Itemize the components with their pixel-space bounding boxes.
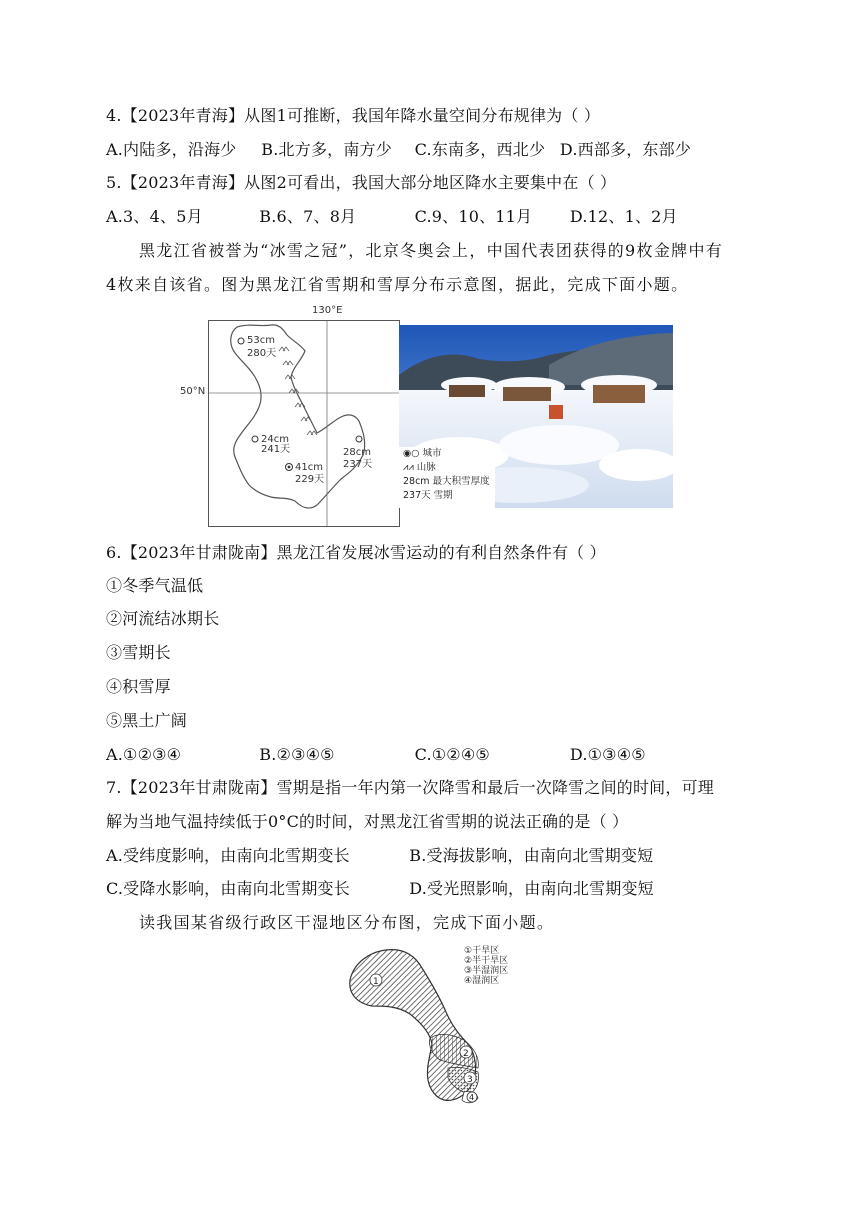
q5-option-a: A.3、4、5月 <box>106 207 203 226</box>
city-marker <box>356 436 362 442</box>
station-days: 241天 <box>261 444 291 455</box>
legend-depth-label: 最大积雪厚度 <box>432 476 490 487</box>
q7-options-row2 <box>106 878 654 900</box>
q4-option-a: A.内陆多，沿海少 <box>106 140 237 159</box>
legend-mountain-row <box>399 461 495 475</box>
legend-semi-humid: ③半湿润区 <box>464 966 509 976</box>
legend-depth-sample: 28cm <box>403 476 430 487</box>
station-depth: 28cm <box>343 447 371 458</box>
station-depth: 41cm <box>295 462 323 473</box>
q4-options <box>106 139 691 161</box>
map-legend <box>399 447 495 508</box>
q7-options-row1 <box>106 845 653 867</box>
q5-option-d: D.12、1、2月 <box>569 207 678 226</box>
station-depth: 24cm <box>261 434 289 445</box>
legend-days-sample: 237天 <box>403 490 431 501</box>
q7-stem-line1: 7.【2023年甘肃陇南】雪期是指一年内第一次降雪和最后一次降雪之间的时间，可理 <box>106 778 714 797</box>
q6-stem: 6.【2023年甘肃陇南】黑龙江省发展冰雪运动的有利自然条件有（ ） <box>106 543 606 562</box>
legend-humid: ④湿润区 <box>464 976 500 986</box>
legend-city-row <box>399 447 495 461</box>
station-depth: 53cm <box>247 335 275 346</box>
region-number: 3 <box>467 1075 473 1085</box>
q7-stem-line2: 解为当地气温持续低于0°C的时间，对黑龙江省雪期的说法正确的是（ ） <box>106 812 629 831</box>
city-marker <box>238 338 244 344</box>
q6-item-2: ②河流结冰期长 <box>106 609 220 628</box>
station-days: 237天 <box>343 459 373 470</box>
city-legend-icon: ◉○ <box>403 448 423 459</box>
station-days: 280天 <box>247 348 277 359</box>
province-outline-svg <box>209 321 399 526</box>
snow-village-photo <box>399 325 673 508</box>
dry-wet-legend <box>464 946 508 986</box>
latitude-label: 50°N <box>180 386 206 397</box>
longitude-label: 130°E <box>312 305 343 316</box>
intro1-line1: 黑龙江省被誉为“冰雪之冠”，北京冬奥会上，中国代表团获得的9枚金牌中有 <box>139 241 724 260</box>
q5-stem: 5.【2023年青海】从图2可看出，我国大部分地区降水主要集中在（ ） <box>106 173 617 192</box>
intro1-line2: 4枚来自该省。图为黑龙江省雪期和雪厚分布示意图，据此，完成下面小题。 <box>106 275 689 294</box>
legend-depth-row <box>399 475 495 489</box>
q6-option-b: B.②③④⑤ <box>259 745 335 764</box>
q4-stem: 4.【2023年青海】从图1可推断，我国年降水量空间分布规律为（ ） <box>106 106 601 125</box>
region-number: 1 <box>373 977 379 987</box>
legend-arid: ①干旱区 <box>464 946 500 956</box>
legend-mountain-label: 山脉 <box>416 462 436 473</box>
city-marker <box>252 436 258 442</box>
q6-option-d: D.①③④⑤ <box>569 745 646 764</box>
legend-days-label: 雪期 <box>433 490 453 501</box>
legend-semi-arid: ②半干旱区 <box>464 956 509 966</box>
q6-item-4: ④积雪厚 <box>106 677 171 696</box>
q6-option-a: A.①②③④ <box>106 745 182 764</box>
intro2-text: 读我国某省级行政区干湿地区分布图，完成下面小题。 <box>139 913 555 932</box>
mountain-legend-icon: ⩘⩘ <box>403 462 417 473</box>
q7-option-b: B.受海拔影响，由南向北雪期变短 <box>409 846 654 865</box>
q5-option-c: C.9、10、11月 <box>414 207 533 226</box>
q4-option-c: C.东南多，西北少 <box>414 140 546 159</box>
q6-item-1: ①冬季气温低 <box>106 576 204 595</box>
q7-option-c: C.受降水影响，由南向北雪期变长 <box>106 879 350 898</box>
q6-item-3: ③雪期长 <box>106 643 171 662</box>
legend-city-label: 城市 <box>422 448 442 459</box>
heilongjiang-snow-map <box>208 320 400 527</box>
capital-marker-dot <box>288 466 291 469</box>
q7-option-a: A.受纬度影响，由南向北雪期变长 <box>106 846 350 865</box>
province-dry-wet-map <box>340 940 530 1110</box>
legend-days-row <box>399 489 495 503</box>
station-days: 229天 <box>295 474 325 485</box>
region-number: 4 <box>469 1093 475 1102</box>
q6-options <box>106 744 646 766</box>
region-number: 2 <box>463 1049 469 1059</box>
q7-option-d: D.受光照影响，由南向北雪期变短 <box>409 879 654 898</box>
q5-option-b: B.6、7、8月 <box>259 207 357 226</box>
q4-option-d: D.西部多，东部少 <box>559 140 692 159</box>
q4-option-b: B.北方多，南方少 <box>261 140 392 159</box>
q6-item-5: ⑤黑土广阔 <box>106 711 188 730</box>
q6-option-c: C.①②④⑤ <box>414 745 490 764</box>
q5-options <box>106 206 678 228</box>
